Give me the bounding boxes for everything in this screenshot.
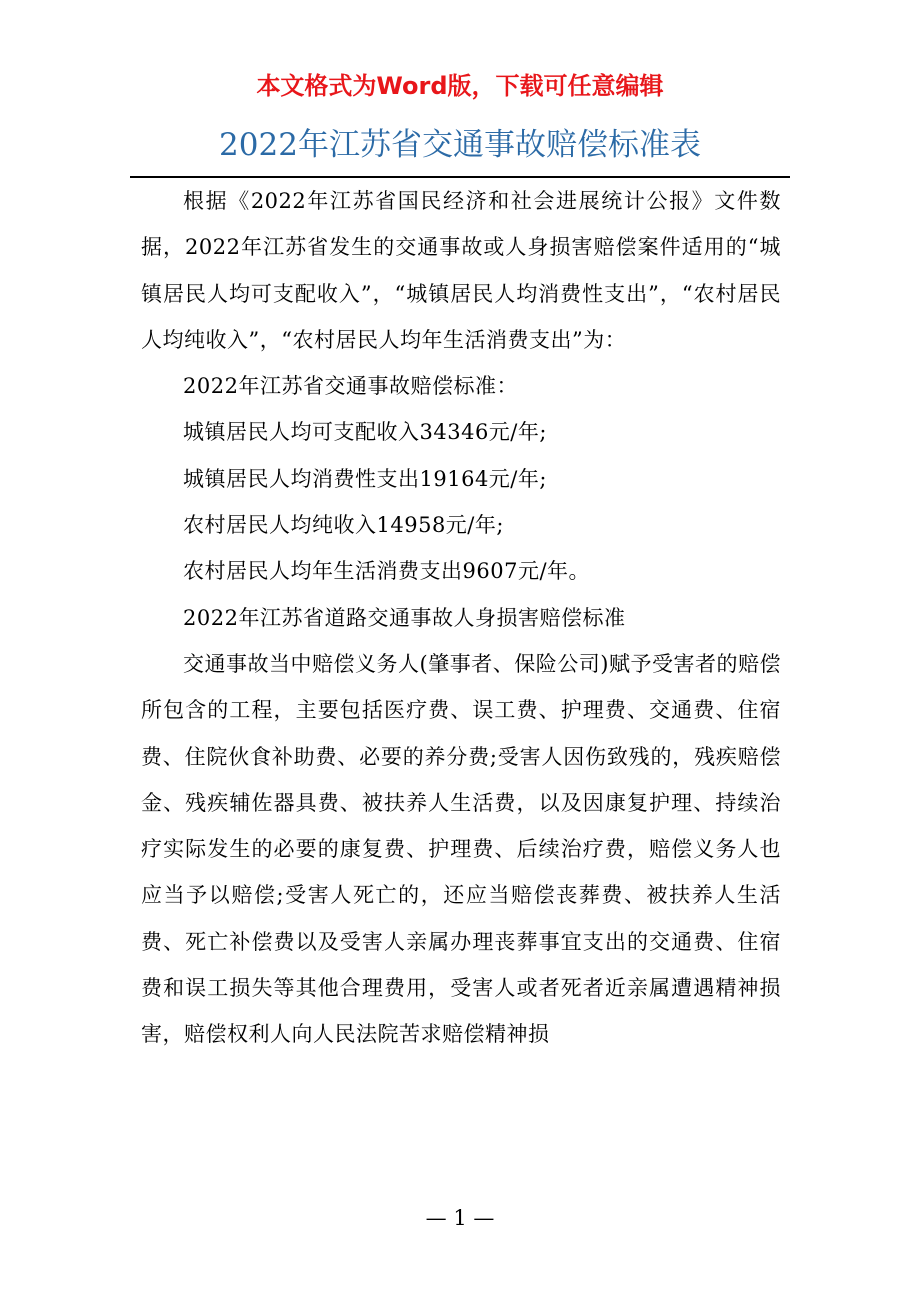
page-number: — 1 — — [425, 1206, 495, 1230]
urban-income-item: 城镇居民人均可支配收入34346元/年; — [183, 420, 547, 445]
document-body — [141, 178, 781, 1058]
format-notice: 本文格式为Word版，下载可任意编辑 — [256, 72, 664, 100]
standard-heading: 2022年江苏省交通事故赔偿标准： — [183, 374, 518, 399]
intro-paragraph: 根据《2022年江苏省国民经济和社会进展统计公报》文件数据，2022年江苏省发生的交通事故或人身损害赔偿案件适用的“城镇居民人均可支配收入”，“城镇居民人均消费性支出”，“农村居民人均纯收入”，“农村居民人均年生活消费支出”为： — [141, 189, 781, 352]
road-accident-heading: 2022年江苏省道路交通事故人身损害赔偿标准 — [183, 605, 626, 630]
compensation-paragraph: 交通事故当中赔偿义务人(肇事者、保险公司)赋予受害者的赔偿所包含的工程，主要包括医疗费、误工费、护理费、交通费、住宿费、住院伙食补助费、必要的养分费;受害人因伤致残的，残疾赔偿金、残疾辅佐器具费、被扶养人生活费，以及因康复护理、持续治疗实际发生的必要的康复费、护理费、后续治疗费，赔偿义务人也应当予以赔偿;受害人死亡的，还应当赔偿丧葬费、被扶养人生活费、死亡补偿费以及受害人亲属办理丧葬事宜支出的交通费、住宿费和误工损失等其他合理费用，受害人或者死者近亲属遭遇精神损害，赔偿权利人向人民法院苦求赔偿精神损 — [141, 651, 781, 1047]
rural-consumption-item: 农村居民人均年生活消费支出9607元/年。 — [183, 559, 591, 584]
document-title: 2022年江苏省交通事故赔偿标准表 — [219, 127, 701, 163]
urban-consumption-item: 城镇居民人均消费性支出19164元/年; — [183, 466, 547, 491]
rural-income-item: 农村居民人均纯收入14958元/年; — [183, 513, 504, 538]
